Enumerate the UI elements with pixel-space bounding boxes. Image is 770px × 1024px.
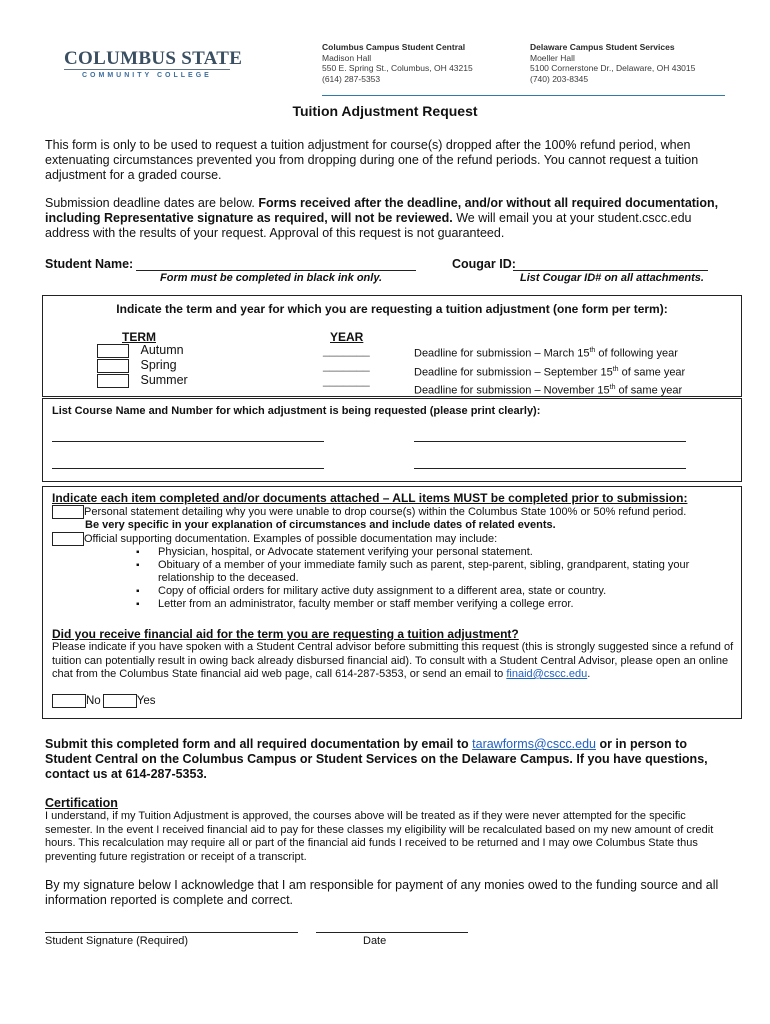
- delaware-line1: Moeller Hall: [530, 52, 575, 63]
- header-rule: [322, 95, 725, 96]
- personal-statement-checkbox[interactable]: [52, 505, 84, 519]
- official-docs-text: Official supporting documentation. Examples of possible documentation may include:: [84, 532, 498, 545]
- term-row-autumn: [97, 343, 188, 358]
- personal-statement-instruction: Be very specific in your explanation of circumstances and include dates of related events.: [85, 519, 556, 531]
- signature-label: Student Signature (Required): [45, 935, 189, 947]
- college-logo: COLUMBUS STATE: [64, 48, 243, 69]
- delaware-campus-address: [530, 42, 695, 84]
- financial-aid-answer: [52, 694, 155, 708]
- yes-checkbox[interactable]: [103, 694, 137, 708]
- documents-heading: Indicate each item completed and/or documents attached – ALL items MUST be completed prior to submission:: [52, 491, 688, 505]
- course-heading: List Course Name and Number for which adjustment is being requested (please print clearly):: [52, 405, 541, 417]
- delaware-phone: (740) 203-8345: [530, 73, 589, 84]
- personal-statement-text: Personal statement detailing why you were unable to drop course(s) within the Columbus State 100% or 50% refund period.: [84, 505, 687, 518]
- signature-line[interactable]: [45, 932, 298, 933]
- autumn-deadline: Deadline for submission – March 15th of following year: [414, 347, 678, 360]
- documentation-examples: [136, 546, 696, 611]
- certification-text: I understand, if my Tuition Adjustment is approved, the courses above will be treated as if they were never attempted for the specific semester. In the event I received financial aid to pay for these classes my eligibility will be recalculated based on my new amount of credit hours. This recalculation may require all or part of the financial aid funds I received to be returned and I may owe Columbus State thus preventing future registration or receipt of a transcript.: [45, 810, 714, 863]
- official-docs-item: [52, 532, 732, 546]
- year-column-label: YEAR: [330, 330, 364, 344]
- columbus-line1: Madison Hall: [322, 52, 372, 63]
- spring-year-field[interactable]: _______: [323, 358, 370, 372]
- columbus-title: Columbus Campus Student Central: [322, 42, 466, 52]
- acknowledgement-text: By my signature below I acknowledge that I am responsible for payment of any monies owed to the funding source and all information reported is complete and correct.: [45, 878, 719, 907]
- page-title: Tuition Adjustment Request: [292, 103, 478, 119]
- summer-year-field[interactable]: _______: [323, 373, 370, 387]
- financial-aid-instructions: Please indicate if you have spoken with a Student Central advisor before submitting this request (this is strongly suggested since a refund of tuition can potentially result in owing back already disbursed financial aid). To consult with a Student Central Advisor, please open an online chat from the Columbus State financial aid web page, call 614-287-5353, or send an email to: [52, 641, 734, 680]
- deadline-email-note: We will email you at your student.cscc.edu address with the results of your request. Approval of this request is not guaranteed.: [45, 211, 692, 240]
- documents-list: [52, 505, 732, 611]
- certification-heading: Certification: [45, 796, 118, 810]
- no-label: No: [86, 695, 101, 708]
- term-list: [97, 343, 188, 388]
- date-line[interactable]: [316, 932, 468, 933]
- course-line-3[interactable]: [52, 468, 324, 469]
- spring-deadline: Deadline for submission – September 15th of same year: [414, 365, 686, 379]
- example-item: ▪ Obituary of a member of your immediate family such as parent, step-parent, sibling, grandparent, stating your relationship to the deceased.: [136, 559, 696, 585]
- columbus-line2: 550 E. Spring St., Columbus, OH 43215: [322, 63, 473, 73]
- financial-aid-heading: Did you receive financial aid for the term you are requesting a tuition adjustment?: [52, 627, 519, 641]
- submit-instructions: Submit this completed form and all required documentation by email to tarawforms@cscc.edu or in person to Student Central on the Columbus Campus or Student Services on the Delaware Campus. If you have questions, contact us at 614-287-5353.: [45, 737, 708, 781]
- finaid-email-link[interactable]: finaid@cscc.edu: [506, 668, 588, 680]
- autumn-year-field[interactable]: _______: [323, 343, 370, 357]
- college-logo-subtitle: COMMUNITY COLLEGE: [82, 72, 212, 79]
- student-name-field[interactable]: [136, 270, 416, 271]
- term-heading: Indicate the term and year for which you are requesting a tuition adjustment (one form per term):: [116, 302, 668, 316]
- yes-label: Yes: [136, 695, 156, 708]
- course-line-1[interactable]: [52, 441, 324, 442]
- logo-divider: [64, 69, 230, 70]
- official-docs-checkbox[interactable]: [52, 532, 84, 546]
- summer-label: Summer: [140, 373, 188, 387]
- columbus-phone: (614) 287-5353: [322, 73, 381, 84]
- deadline-warning: Forms received after the deadline, and/or without all required documentation, including Representative signature as required, will not be reviewed.: [45, 196, 719, 225]
- deadline-list: [414, 343, 685, 399]
- personal-statement-item: [52, 505, 732, 519]
- tarawforms-email-link[interactable]: tarawforms@cscc.edu: [472, 737, 596, 751]
- cougar-id-label: Cougar ID:: [452, 257, 516, 271]
- delaware-title: Delaware Campus Student Services: [530, 42, 675, 52]
- autumn-checkbox[interactable]: [97, 344, 129, 358]
- spring-checkbox[interactable]: [97, 359, 129, 373]
- course-line-2[interactable]: [414, 441, 686, 442]
- date-label: Date: [363, 935, 387, 947]
- cougar-id-note: List Cougar ID# on all attachments.: [520, 272, 704, 284]
- term-row-summer: [97, 373, 188, 388]
- deadline-text: Submission deadline dates are below.: [45, 196, 259, 210]
- example-item: ▪ Copy of official orders for military active duty assignment to a different area, state or country.: [136, 585, 696, 598]
- columbus-campus-address: [322, 42, 473, 84]
- financial-aid-text: Please indicate if you have spoken with a Student Central advisor before submitting this request (this is strongly suggested since a refund of tuition can potentially result in owing back already disbursed financial aid). To consult with a Student Central Advisor, please open an online chat from the Columbus State financial aid web page, call 614-287-5353, or send an email to finaid@cscc.edu.: [52, 641, 734, 680]
- autumn-label: Autumn: [140, 343, 184, 357]
- term-row-spring: [97, 358, 188, 373]
- example-item: ▪ Physician, hospital, or Advocate statement verifying your personal statement.: [136, 546, 696, 559]
- student-name-label: Student Name:: [45, 257, 134, 271]
- delaware-line2: 5100 Cornerstone Dr., Delaware, OH 43015: [530, 63, 696, 73]
- year-fields: [323, 343, 370, 388]
- summer-checkbox[interactable]: [97, 374, 129, 388]
- course-line-4[interactable]: [414, 468, 686, 469]
- intro-paragraph: This form is only to be used to request a tuition adjustment for course(s) dropped after the 100% refund period, when extenuating circumstances prevented you from dropping during one of the refund periods. You cannot request a tuition adjustment for a graded course.: [45, 138, 699, 182]
- deadline-paragraph: [45, 196, 730, 241]
- no-checkbox[interactable]: [52, 694, 86, 708]
- summer-deadline: Deadline for submission – November 15th of same year: [414, 384, 683, 397]
- black-ink-note: Form must be completed in black ink only.: [160, 272, 383, 284]
- spring-label: Spring: [140, 358, 177, 372]
- cougar-id-field[interactable]: [513, 270, 708, 271]
- example-item: ▪ Letter from an administrator, faculty member or staff member verifying a college error.: [136, 598, 696, 611]
- term-column-label: TERM: [122, 330, 156, 344]
